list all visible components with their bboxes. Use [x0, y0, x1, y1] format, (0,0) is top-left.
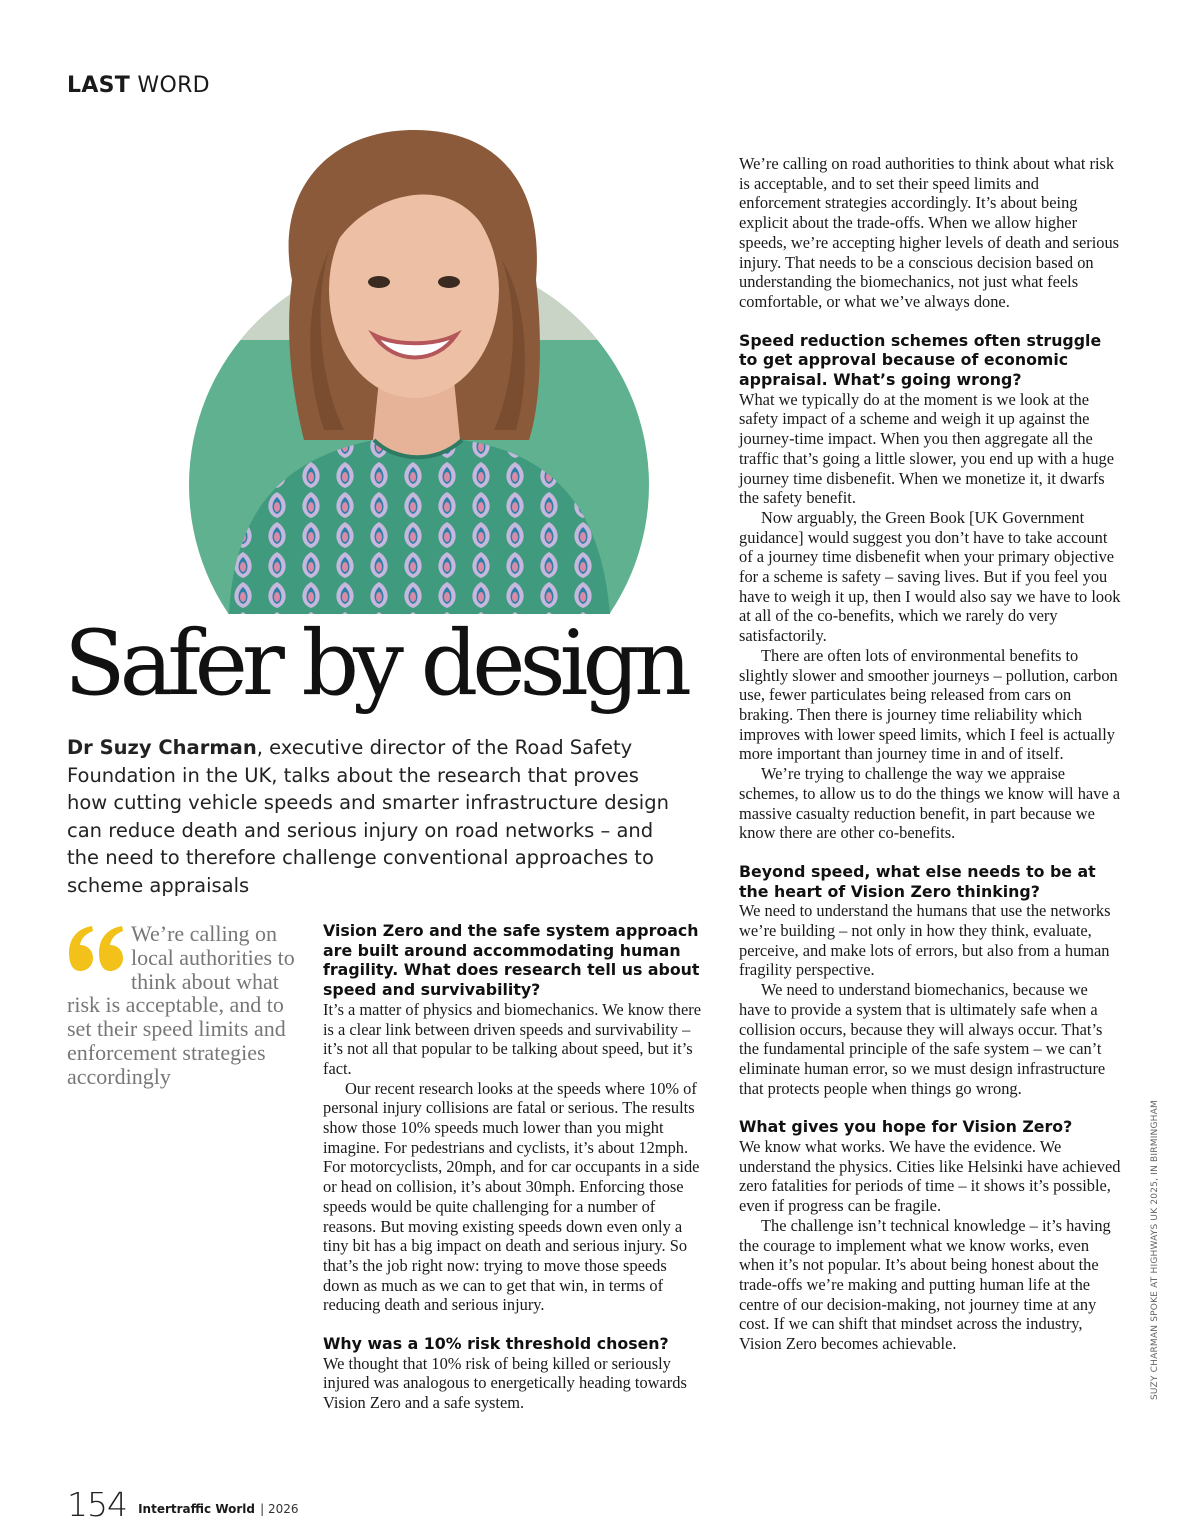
- standfirst-text: , executive director of the Road Safety Foundation in the UK, talks about the research that proves how cutting vehicle speeds and smarter infrastructure design can reduce death and serious injury on road networks – and the need to therefore challenge conventional approaches to scheme appraisals: [67, 736, 669, 897]
- page-number: 154: [67, 1485, 127, 1524]
- article-column-right: [739, 154, 1121, 1354]
- answer-paragraph: We need to understand the humans that use the networks we’re building – not only in how they think, evaluate, perceive, and make lots of errors, but also from a human fragility perspective.: [739, 901, 1111, 980]
- answer-paragraph: We’re calling on road authorities to think about what risk is acceptable, and to set their speed limits and enforcement strategies accordingly. It’s about being explicit about the trade-offs. When we allow higher speeds, we’re accepting higher levels of death and serious injury. That needs to be a conscious decision based on understanding the biomechanics, not just what feels comfortable, or what we’ve always done.: [739, 154, 1120, 311]
- answer-paragraph: Now arguably, the Green Book [UK Government guidance] would suggest you don’t have to take account of a journey time disbenefit when your primary objective for a scheme is safety – saving lives. But if you feel you have to weigh it up, then I would also say we have to look at all of the co-benefits, which we rarely do very satisfactorily.: [739, 507, 1121, 646]
- answer-paragraph: We need to understand biomechanics, because we have to provide a system that is ultimately safe when a collision occurs, because they will always occur. That’s the fundamental principle of the safe system – we can’t eliminate human error, so we must design infrastructure that protects people when things go wrong.: [739, 980, 1106, 1098]
- magazine-name: Intertraffic World: [138, 1502, 255, 1516]
- answer-paragraph: It’s a matter of physics and biomechanics. We know there is a clear link between driven speeds and survivability – it’s not all that popular to be talking about speed, but it’s fact.: [323, 999, 701, 1078]
- issue-year: | 2026: [260, 1502, 299, 1516]
- quote-mark-icon: [67, 925, 127, 971]
- photo-credit: SUZY CHARMAN SPOKE AT HIGHWAYS UK 2025, IN BIRMINGHAM: [1150, 1100, 1160, 1400]
- answer-paragraph: What we typically do at the moment is we look at the safety impact of a scheme and weigh it up against the journey-time impact. When you then aggregate all the traffic that’s going a little slower, you end up with a huge journey time disbenefit. When we monetize it, it dwarfs the safety benefit.: [739, 389, 1115, 508]
- article-column-middle: [323, 921, 705, 1413]
- question-heading: Vision Zero and the safe system approach are built around accommodating human fragility. What does research tell us about speed and survivability?: [323, 921, 700, 1000]
- interviewee-name: Dr Suzy Charman: [67, 736, 257, 759]
- answer-paragraph: We thought that 10% risk of being killed or seriously injured was analogous to energetically heading towards Vision Zero and a safe system.: [323, 1353, 687, 1413]
- section-label-light: WORD: [137, 73, 210, 98]
- pull-quote: [67, 922, 295, 1089]
- answer-paragraph: There are often lots of environmental benefits to slightly slower and smoother journeys – pollution, carbon use, fewer particulates being released from cars on braking. Then there is journey time reliability which improves with lower speed limits, which I feel is actually more important than journey time in and of itself.: [739, 645, 1118, 764]
- section-label: [67, 73, 210, 98]
- question-heading: Beyond speed, what else needs to be at the heart of Vision Zero thinking?: [739, 861, 1096, 901]
- answer-paragraph: We know what works. We have the evidence. We understand the physics. Cities like Helsinki have achieved zero fatalities for periods of time – it shows it’s possible, even if progress can be fragile.: [739, 1137, 1121, 1216]
- page-footer: [67, 1485, 299, 1524]
- section-label-bold: LAST: [67, 73, 131, 98]
- standfirst: [67, 734, 677, 900]
- question-heading: Why was a 10% risk threshold chosen?: [323, 1334, 669, 1354]
- headline: Safer by design: [64, 611, 687, 716]
- question-heading: What gives you hope for Vision Zero?: [739, 1117, 1073, 1137]
- portrait-photo: [124, 130, 680, 614]
- answer-paragraph: The challenge isn’t technical knowledge – it’s having the courage to implement what we know works, even when it’s not popular. It’s about being honest about the trade-offs we’re making and putting human life at the centre of our decision-making, not journey time at any cost. If we can shift that mindset across the industry, Vision Zero becomes achievable.: [739, 1215, 1111, 1354]
- pull-quote-text: We’re calling on local authorities to think about what risk is acceptable, and to set their speed limits and enforcement strategies accordingly: [67, 921, 295, 1089]
- answer-paragraph: We’re trying to challenge the way we appraise schemes, to allow us to do the things we know will have a massive casualty reduction benefit, in part because we know there are other co-benefits.: [739, 764, 1121, 843]
- question-heading: Speed reduction schemes often struggle to get approval because of economic appraisal. What’s going wrong?: [739, 330, 1102, 390]
- answer-paragraph: Our recent research looks at the speeds where 10% of personal injury collisions are fatal or serious. The results show those 10% speeds much lower than you might imagine. For pedestrians and cyclists, it’s about 12mph. For motorcyclists, 20mph, and for car occupants in a side or head on collision, it’s about 30mph. Enforcing those speeds would be quite challenging for a number of reasons. But moving existing speeds down even only a tiny bit has a big impact on death and serious injury. So that’s the job right now: trying to move those speeds down as much as we can to get that win, in terms of reducing death and serious injury.: [323, 1078, 700, 1315]
